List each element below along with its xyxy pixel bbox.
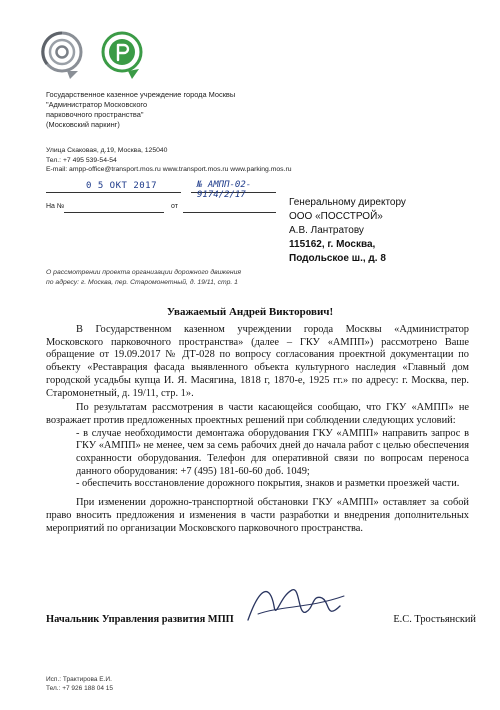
parking-p-logo-icon	[103, 33, 141, 79]
addressee-name: А.В. Лантратову	[289, 225, 364, 236]
greeting: Уважаемый Андрей Викторович!	[166, 306, 334, 318]
date-stamp: 0 5 ОКТ 2017	[86, 181, 158, 191]
condition-item: - обеспечить восстановление дорожного покрытия, знаков и разметки проезжей части.	[76, 478, 460, 490]
subject-block	[46, 268, 326, 287]
executor-block	[46, 676, 246, 693]
org-email-web: E-mail: ampp-office@transport.mos.ru www.transport.mos.ru www.parking.mos.ru	[46, 166, 292, 174]
body-paragraph: В Государственном казенном учреждении города Москвы «Администратор Московского парковочного пространства» (далее – ГКУ «АМПП») рассмотрено Ваше обращение от 19.09.2017 № ДТ-028 по вопросу согласования проектной документации по объекту «Реставрация фасада выявленного объекта культурного наследия «Главный дом городской усадьбы купца И. Я. Масягина, 1818 г, 1870-е, 1925 гг.» по адресу: г. Москва, пер. Старомонетный, д. 19/11, стр. 1».	[46, 324, 469, 399]
addressee-block	[289, 196, 489, 266]
signer-row	[46, 614, 476, 630]
subject-line: по адресу: г. Москва, пер. Старомонетный, д. 19/11, стр. 1	[46, 278, 238, 286]
org-line: "Администратор Московского	[46, 100, 148, 109]
signer-title: Начальник Управления развития МПП	[46, 614, 234, 625]
org-line: парковочного пространства"	[46, 110, 144, 119]
executor-name: Исп.: Трактирова Е.И.	[46, 676, 112, 683]
body-paragraph: По результатам рассмотрения в части касающейся сообщаю, что ГКУ «АМПП» не возражает против предложенных проектных решений при соблюдении следующих условий:	[46, 402, 469, 426]
date-line	[46, 192, 181, 193]
org-line: (Московский паркинг)	[46, 120, 120, 129]
addressee-street: Подольское ш., д. 8	[289, 253, 386, 264]
contacts-block	[46, 146, 346, 175]
number-stamp: № АМПП-02-9174/2/17	[197, 180, 252, 200]
org-address: Улица Скаковая, д.19, Москва, 125040	[46, 147, 168, 154]
logos	[40, 24, 160, 84]
from-label: от	[171, 203, 178, 210]
addressee-company: ООО «ПОССТРОЙ»	[289, 211, 383, 222]
subject-line: О рассмотрении проекта организации дорожного движения	[46, 269, 242, 276]
org-phone: Тел.: +7 495 539-54-54	[46, 156, 117, 164]
org-line: Государственное казенное учреждение города Москвы	[46, 90, 236, 99]
body-paragraph: При изменении дорожно-транспортной обстановки ГКУ «АМПП» оставляет за собой право вносить предложения и изменения в части разработки и внедрения дополнительных мероприятий по организации Московского парковочного пространства.	[46, 497, 469, 534]
ref-date-line	[183, 212, 276, 213]
incoming-reference	[46, 201, 276, 215]
addressee-position: Генеральному директору	[289, 197, 406, 208]
signer-name: Е.С. Тростьянский	[393, 614, 476, 625]
organization-block	[46, 90, 256, 130]
outgoing-registration	[46, 180, 276, 200]
addressee-city: 115162, г. Москва,	[289, 239, 376, 250]
condition-item: - в случае необходимости демонтажа оборудования ГКУ «АМПП» направить запрос в ГКУ «АМПП» не менее, чем за семь рабочих дней до начала работ с целью обеспечения сохранности оборудования. Телефон для оперативной связи по вопросам переноса данного оборудования: +7 (495) 181-60-60 доб. 1049;	[76, 427, 469, 477]
letter-body	[46, 324, 469, 535]
spiral-logo-icon	[43, 33, 81, 79]
ref-number-line	[64, 212, 164, 213]
on-label: На №	[46, 203, 65, 210]
executor-phone: Тел.: +7 926 188 04 15	[46, 684, 113, 692]
